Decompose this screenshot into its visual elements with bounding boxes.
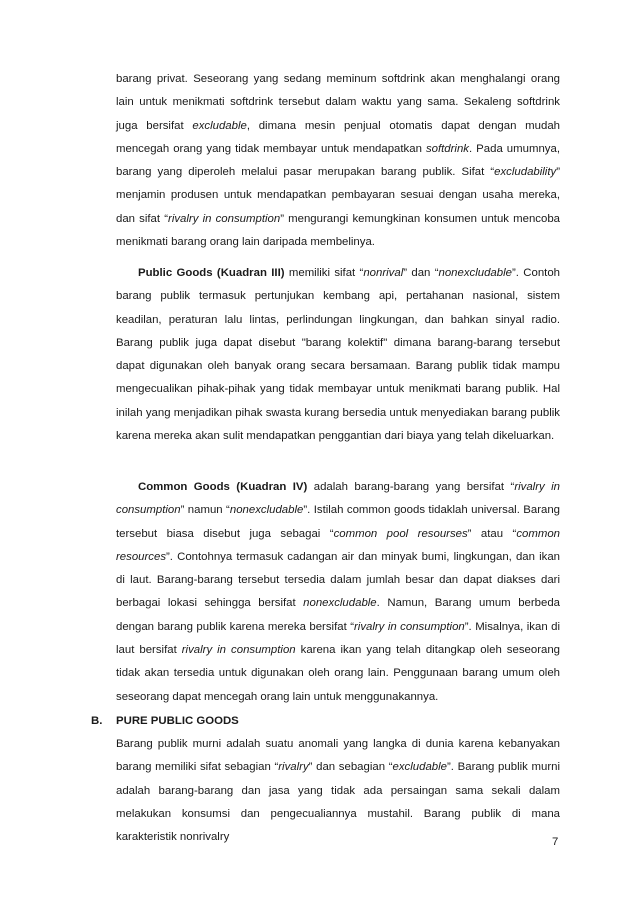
section-heading [91,710,239,733]
paragraph-public-goods [116,262,560,448]
paragraph-text: Common Goods (Kuadran IV) adalah barang-barang yang bersifat “rivalry in consumption” namun “nonexcludable”. Istilah common goods tidaklah universal. Barang tersebut biasa disebut juga sebagai “common pool resourses” atau “common resources”. Contohnya termasuk cadangan air dan minyak bumi, lingkungan, dan ikan di laut. Barang-barang tersebut tersedia dalam jumlah besar dan dapat diakses dari berbagai lokasi sehingga bersifat nonexcludable. Namun, Barang umum berbeda dengan barang publik karena mereka bersifat “rivalry in consumption”. Misalnya, ikan di laut bersifat rivalry in consumption karena ikan yang telah ditangkap oleh seseorang tidak akan tersedia untuk digunakan oleh orang lain. Penggunaan barang umum oleh seseorang dapat mencegah orang lain untuk menggunakannya. [116,481,561,703]
paragraph-pure-public-goods [116,733,560,849]
paragraph-text: Public Goods (Kuadran III) memiliki sifat “nonrival” dan “nonexcludable”. Contoh barang publik termasuk pertunjukan kembang api, pertahanan nasional, sistem keadilan, peraturan lalu lintas, perlindungan lingkungan, dan bahkan sinyal radio. Barang publik juga dapat disebut "barang kolektif" dimana barang-barang tersebut dapat digunakan oleh banyak orang secara bersamaan. Barang publik tidak mampu mengecualikan pihak-pihak yang tidak membayar untuk menikmati barang publik. Hal inilah yang menjadikan pihak swasta kurang bersedia untuk menyediakan barang publik karena mereka akan sulit mendapatkan penggantian dari biaya yang telah dikeluarkan. [116,267,560,443]
section-title: PURE PUBLIC GOODS [116,715,239,727]
section-number: B. [91,715,103,727]
paragraph-private-goods-continued [116,68,560,254]
page-number: 7 [552,836,559,848]
paragraph-common-goods [116,476,560,709]
paragraph-text: barang privat. Seseorang yang sedang meminum softdrink akan menghalangi orang lain untuk menikmati softdrink tersebut dalam waktu yang sama. Sekaleng softdrink juga bersifat excludable, dimana mesin penjual otomatis dapat dengan mudah mencegah orang yang tidak membayar untuk mendapatkan softdrink. Pada umumnya, barang yang diperoleh melalui pasar merupakan barang publik. Sifat “excludability” menjamin produsen untuk mendapatkan pembayaran sesuai dengan usaha mereka, dan sifat “rivalry in consumption” mengurangi kemungkinan konsumen untuk mencoba menikmati barang orang lain daripada membelinya. [116,73,561,249]
paragraph-text: Barang publik murni adalah suatu anomali yang langka di dunia karena kebanyakan barang memiliki sifat sebagian “rivalry” dan sebagian “excludable”. Barang publik murni adalah barang-barang dan jasa yang tidak ada persaingan sama sekali dalam melakukan konsumsi dan pengecualiannya mustahil. Barang publik di mana karakteristik nonrivalry [116,738,560,844]
